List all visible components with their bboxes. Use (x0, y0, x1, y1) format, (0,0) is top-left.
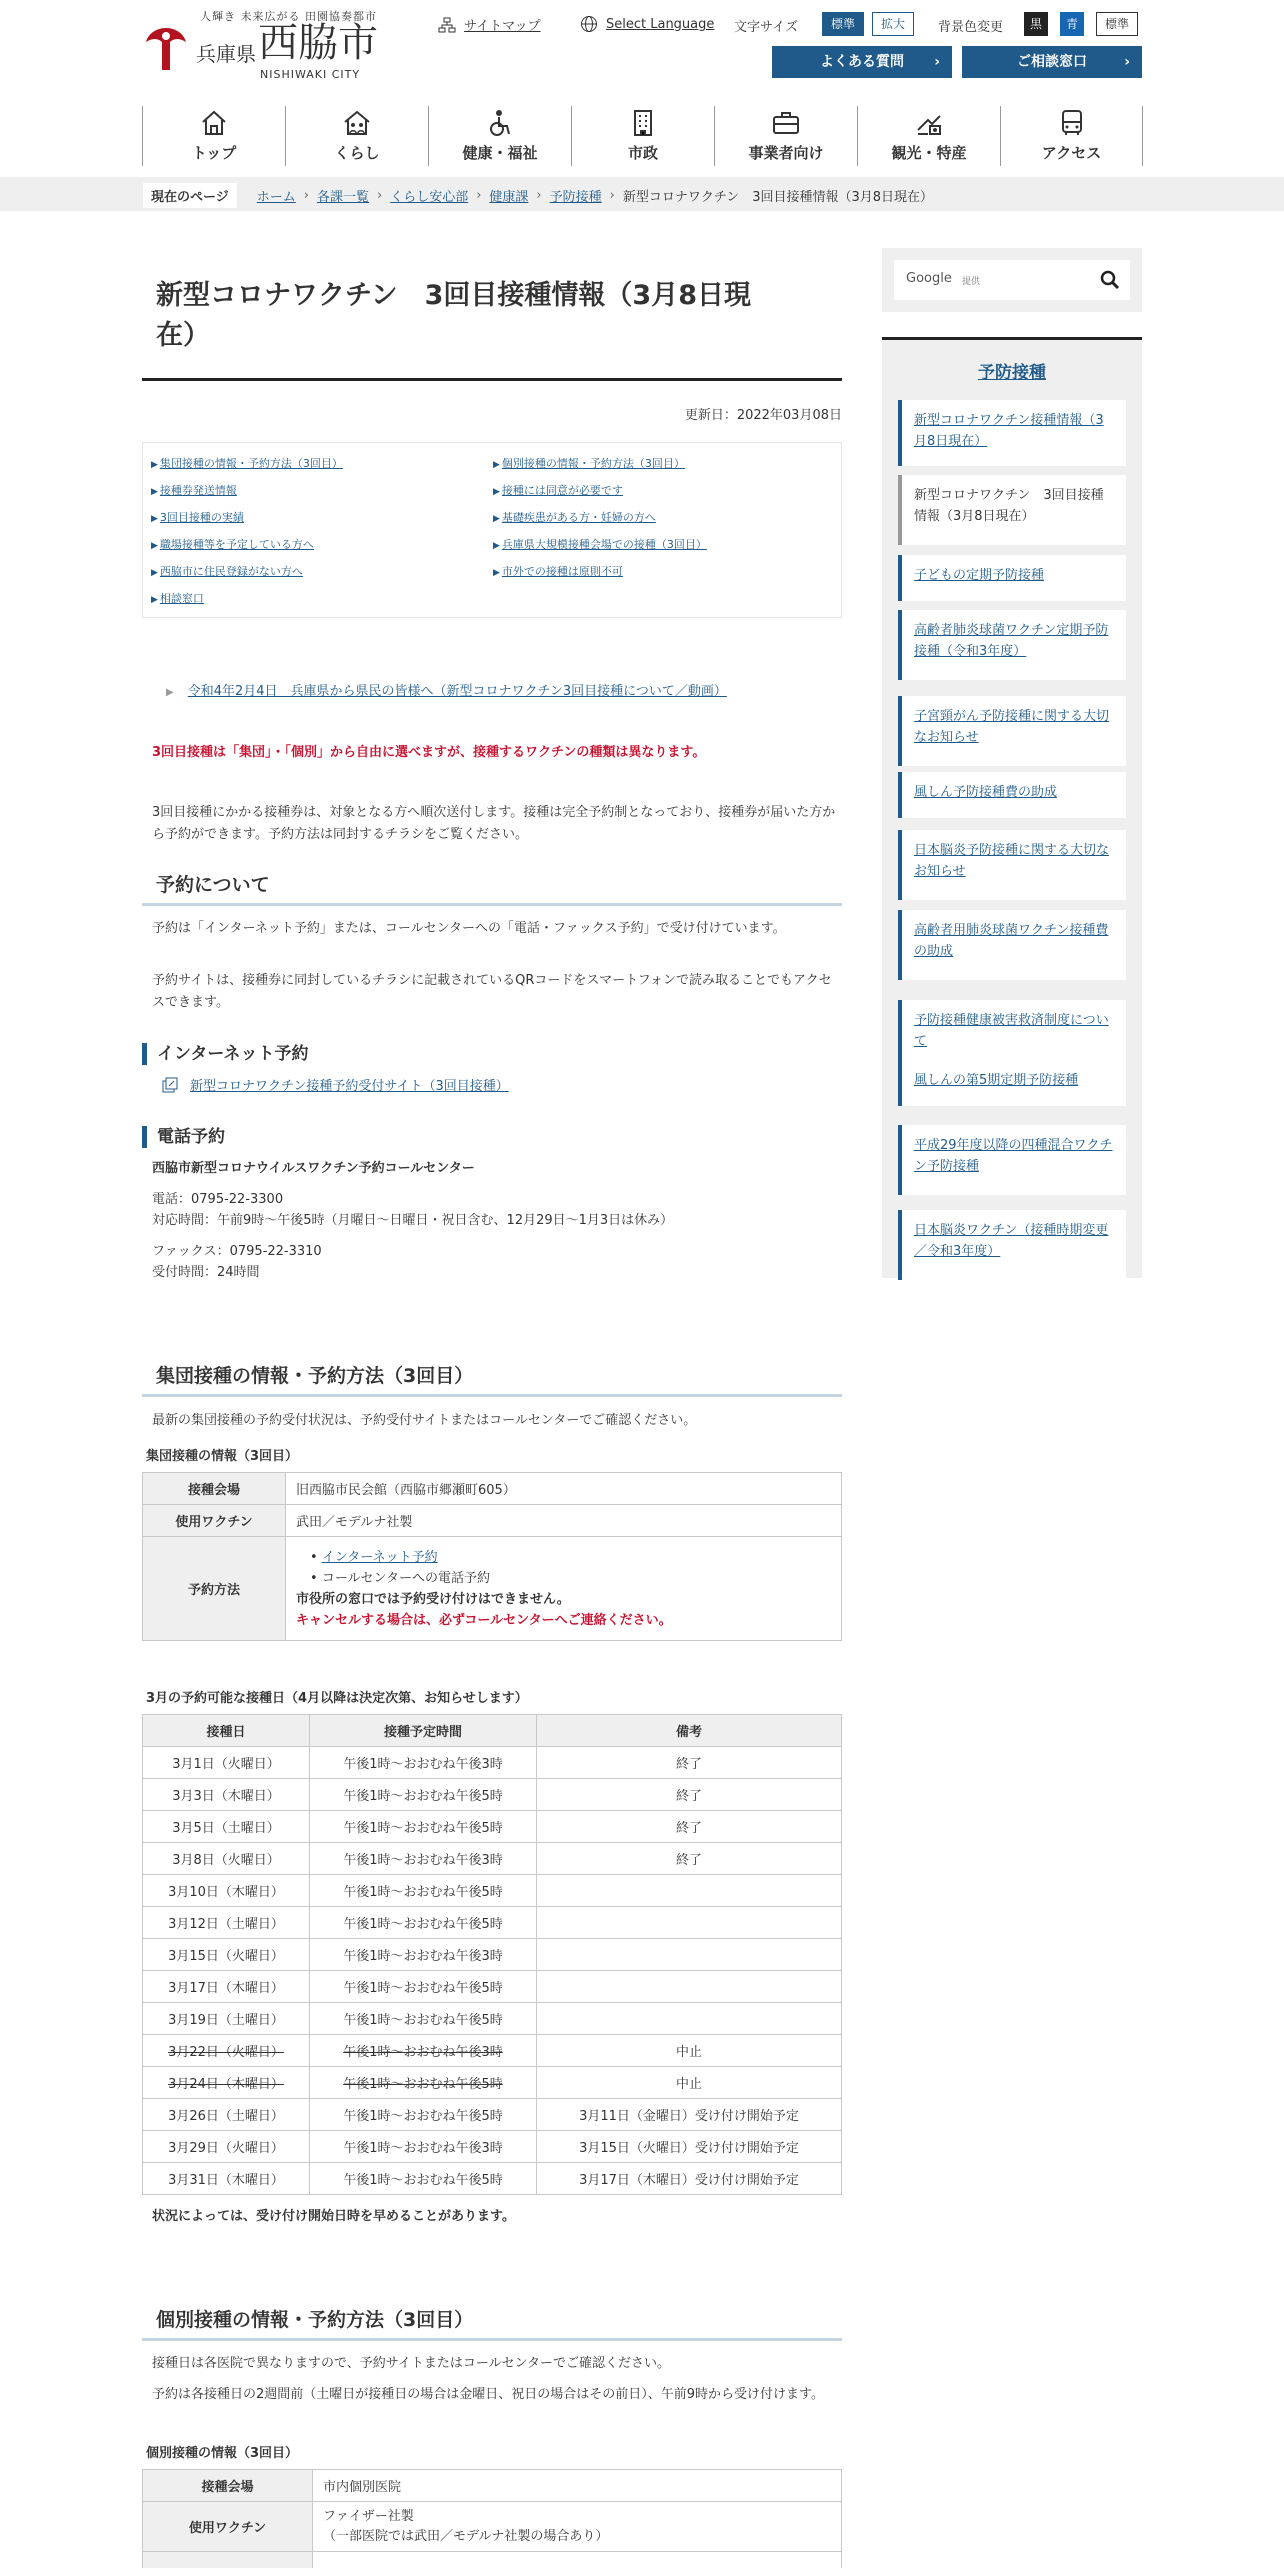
bg-black-button[interactable]: 黒 (1024, 12, 1048, 36)
faq-button[interactable] (772, 46, 952, 78)
schedule-table (142, 1714, 842, 2195)
phone-hours: 対応時間：午前9時～午後5時（月曜日～日曜日・祝日含む、12月29日～1月3日は休み） (152, 1213, 674, 1228)
chevron-right-icon: › (609, 188, 615, 203)
nav-label: 事業者向け (748, 144, 824, 162)
time-cell: 午後1時～おおむね午後3時 (310, 1747, 537, 1779)
note-cell: 終了 (537, 1779, 842, 1811)
date-cell: 3月19日（土曜日） (143, 2003, 310, 2035)
triangle-right-icon: ▶ (151, 514, 158, 524)
group-internet-link[interactable]: インターネット予約 (321, 1549, 438, 1565)
chevron-right-icon: › (376, 188, 383, 203)
bus-icon (1057, 108, 1087, 138)
table-row (143, 1747, 842, 1779)
sidebar-item-link[interactable]: 平成29年度以降の四種混合ワクチン予防接種 (914, 1138, 1113, 1174)
breadcrumb-here-label: 現在のページ (143, 183, 237, 208)
sidebar-item[interactable] (898, 772, 1126, 818)
time-cell: 午後1時～おおむね午後5時 (310, 2067, 537, 2099)
date-cell: 3月24日（木曜日） (143, 2067, 310, 2099)
table-row (143, 2099, 842, 2131)
internet-heading: インターネット予約 (142, 1043, 542, 1065)
sidebar-title[interactable] (882, 358, 1142, 383)
note-cell (537, 1971, 842, 2003)
internet-link-row[interactable] (162, 1075, 509, 1094)
toc-label: 接種券発送情報 (159, 484, 237, 497)
triangle-right-icon: ▶ (493, 541, 500, 551)
chevron-right-icon: › (303, 188, 309, 203)
individual-heading: 個別接種の情報・予約方法（3回目） (142, 2301, 842, 2341)
breadcrumb-home[interactable]: ホーム (256, 190, 296, 205)
note-cell (537, 1907, 842, 1939)
reservation-heading: 予約について (142, 866, 842, 906)
video-link-row[interactable] (166, 680, 727, 699)
toc-link[interactable] (151, 509, 244, 525)
font-size-label: 文字サイズ (734, 20, 798, 35)
sidebar-item[interactable] (898, 610, 1126, 680)
date-cell: 3月22日（火曜日） (143, 2035, 310, 2067)
sidebar-item-link[interactable]: 子宮頸がん予防接種に関する大切なお知らせ (914, 709, 1110, 745)
nav-item-business[interactable] (714, 106, 857, 166)
col-header: 備考 (537, 1715, 842, 1747)
bullet-icon: • (310, 1549, 318, 1565)
table-row (143, 1939, 842, 1971)
page-title-line: 在） (156, 320, 210, 351)
toc-label: 個別接種の情報・予約方法（3回目） (501, 457, 685, 470)
triangle-right-icon: ▶ (493, 460, 500, 470)
date-cell: 3月17日（木曜日） (143, 1971, 310, 2003)
chevron-right-icon: › (1124, 54, 1130, 70)
note-cell: 3月11日（金曜日）受け付け開始予定 (537, 2099, 842, 2131)
time-cell: 午後1時～おおむね午後5時 (310, 1971, 537, 2003)
sidebar-item[interactable] (898, 1210, 1126, 1280)
toc-link[interactable] (151, 563, 303, 579)
search-box (882, 248, 1142, 312)
note-cell (537, 1939, 842, 1971)
date-cell: 3月29日（火曜日） (143, 2131, 310, 2163)
nav-item-tourism[interactable] (857, 106, 1000, 166)
note-cell: 中止 (537, 2067, 842, 2099)
sidebar-item[interactable] (898, 696, 1126, 766)
group-caption: 集団接種の情報（3回目） (146, 1449, 299, 1464)
sidebar-item-link[interactable]: 風しん予防接種費の助成 (914, 785, 1058, 800)
toc-label: 職場接種等を予定している方へ (159, 538, 314, 551)
triangle-right-icon: ▶ (151, 487, 158, 497)
note-cell: 中止 (537, 2035, 842, 2067)
note-cell: 3月15日（火曜日）受け付け開始予定 (537, 2131, 842, 2163)
table-row (143, 1907, 842, 1939)
consult-button[interactable] (962, 46, 1142, 78)
col-header: 接種予定時間 (310, 1715, 537, 1747)
date-cell: 3月1日（火曜日） (143, 1747, 310, 1779)
bg-color-label: 背景色変更 (938, 20, 1004, 35)
toc-label: 基礎疾患がある方・妊婦の方へ (501, 511, 656, 524)
fax-hours: 受付時間：24時間 (152, 1265, 260, 1280)
chevron-right-icon: › (536, 188, 542, 203)
briefcase-icon (771, 108, 801, 138)
table-row (143, 2163, 842, 2195)
globe-icon (580, 15, 598, 33)
note-cell (537, 2003, 842, 2035)
phone-number: 電話：0795-22-3300 (152, 1192, 284, 1207)
chevron-right-icon: › (934, 54, 940, 70)
date-cell: 3月8日（火曜日） (143, 1843, 310, 1875)
breadcrumb-health-div[interactable]: 健康課 (489, 190, 529, 205)
logo-prefecture: 兵庫県 (196, 42, 256, 66)
logo-tagline: 人輝き 未来広がる 田園協奏都市 (200, 10, 377, 23)
call-center-name: 西脇市新型コロナウイルスワクチン予約コールセンター (152, 1161, 475, 1176)
triangle-right-icon: ▶ (493, 487, 500, 497)
toc-link[interactable] (493, 536, 707, 552)
triangle-right-icon: ▶ (151, 541, 158, 551)
google-sub-label: 提供 (962, 277, 981, 287)
font-standard-button[interactable]: 標準 (822, 12, 864, 36)
external-link-icon (162, 1077, 178, 1093)
triangle-right-icon: ▶ (151, 568, 158, 578)
individual-info-table (142, 2469, 842, 2568)
phone-heading: 電話予約 (142, 1126, 542, 1148)
venue-header: 接種会場 (143, 1473, 286, 1505)
date-cell: 3月12日（土曜日） (143, 1907, 310, 1939)
toc-link[interactable] (151, 590, 204, 606)
table-row (143, 1811, 842, 1843)
note-cell (537, 1875, 842, 1907)
toc-link[interactable] (151, 455, 343, 471)
venue-cell: 市内個別医院 (313, 2470, 842, 2502)
sidebar-item-link[interactable]: 子どもの定期予防接種 (914, 568, 1045, 583)
nav-item-health[interactable] (428, 106, 571, 166)
google-label: Google (906, 271, 952, 286)
wheelchair-icon (485, 108, 515, 138)
date-cell: 3月31日（木曜日） (143, 2163, 310, 2195)
toc-link[interactable] (151, 482, 237, 498)
group-lead: 最新の集団接種の予約受付状況は、予約受付サイトまたはコールセンターでご確認ください。 (152, 1413, 697, 1428)
table-row (143, 2003, 842, 2035)
time-cell: 午後1時～おおむね午後5時 (310, 1811, 537, 1843)
nav-item-access[interactable] (1000, 106, 1143, 166)
triangle-right-icon: ▶ (166, 687, 174, 698)
nav-item-shisei[interactable] (571, 106, 714, 166)
empty-cell (313, 2552, 842, 2568)
toc-link[interactable] (493, 509, 656, 525)
sidebar-item[interactable] (898, 910, 1126, 980)
triangle-right-icon: ▶ (151, 460, 158, 470)
internet-reservation-link[interactable]: 新型コロナワクチン接種予約受付サイト（3回目接種） (190, 1079, 509, 1094)
note-cell: 終了 (537, 1747, 842, 1779)
table-row (143, 1875, 842, 1907)
group-heading: 集団接種の情報・予約方法（3回目） (142, 1357, 842, 1397)
time-cell: 午後1時～おおむね午後5時 (310, 2003, 537, 2035)
nav-label: 健康・福祉 (462, 144, 538, 162)
fax-number: ファックス：0795-22-3310 (152, 1244, 322, 1259)
sidebar-item-link[interactable]: 日本脳炎ワクチン（接種時期変更／令和3年度） (914, 1223, 1109, 1259)
toc-link[interactable] (493, 482, 623, 498)
breadcrumb-current: 新型コロナワクチン 3回目接種情報（3月8日現在） (622, 190, 934, 205)
vaccine-header: 使用ワクチン (143, 1505, 286, 1537)
sidebar-item-label: 新型コロナワクチン 3回目接種情報（3月8日現在） (914, 488, 1104, 524)
sidebar-item[interactable] (898, 1125, 1126, 1195)
faq-label: よくある質問 (820, 54, 904, 70)
nav-label: 観光・特産 (891, 144, 967, 162)
sidebar-item[interactable] (898, 400, 1126, 466)
toc-label: 市外での接種は原則不可 (501, 565, 623, 578)
sidebar-item-link[interactable]: 高齢者用肺炎球菌ワクチン接種費の助成 (914, 923, 1109, 959)
video-link[interactable]: 令和4年2月4日 兵庫県から県民の皆様へ（新型コロナワクチン3回目接種について／動画） (187, 684, 727, 699)
schedule-caption: 3月の予約可能な接種日（4月以降は決定次第、お知らせします） (146, 1691, 528, 1706)
toc-label: 接種には同意が必要です (501, 484, 623, 497)
camera-icon (914, 108, 944, 138)
sidebar-item-link[interactable]: 高齢者肺炎球菌ワクチン定期予防接種（令和3年度） (914, 623, 1109, 659)
method-call: コールセンターへの電話予約 (321, 1570, 491, 1586)
breadcrumb-departments[interactable]: 各課一覧 (316, 190, 369, 205)
page-title (156, 276, 796, 356)
triangle-right-icon: ▶ (151, 595, 158, 605)
date-cell: 3月15日（火曜日） (143, 1939, 310, 1971)
nav-label: トップ (191, 144, 237, 162)
page-toc (142, 442, 842, 618)
date-cell: 3月3日（木曜日） (143, 1779, 310, 1811)
sidebar-item-link[interactable]: 風しんの第5期定期予防接種 (914, 1073, 1079, 1088)
group-info-table (142, 1472, 842, 1641)
time-cell: 午後1時～おおむね午後5時 (310, 2163, 537, 2195)
font-large-button[interactable]: 拡大 (872, 12, 914, 36)
notice-red: 3回目接種は「集団」・「個別」から自由に選べますが、接種するワクチンの種類は異なります。 (152, 745, 706, 760)
nav-label: 市政 (627, 144, 658, 162)
vaccine-cell (313, 2502, 842, 2552)
date-cell: 3月5日（土曜日） (143, 1811, 310, 1843)
sitemap-icon (438, 17, 456, 33)
date-cell: 3月10日（木曜日） (143, 1875, 310, 1907)
sidebar-item-link[interactable]: 予防接種健康被害救済制度について (914, 1013, 1109, 1049)
individual-caption: 個別接種の情報（3回目） (146, 2446, 299, 2461)
table-row (143, 2067, 842, 2099)
sidebar-item-link[interactable]: 新型コロナワクチン接種情報（3月8日現在） (914, 413, 1104, 449)
global-nav (142, 106, 1143, 166)
house-people-icon (342, 108, 372, 138)
city-emblem-icon (142, 24, 190, 74)
sidebar-menu (882, 337, 1142, 1278)
updated-date: 更新日：2022年03月08日 (684, 408, 842, 423)
triangle-right-icon: ▶ (493, 568, 500, 578)
nav-label: くらし (334, 144, 380, 162)
time-cell: 午後1時～おおむね午後3時 (310, 2035, 537, 2067)
method-note: 市役所の窓口では予約受け付けはできません。 (296, 1591, 570, 1607)
sidebar-item[interactable] (898, 555, 1126, 601)
sitemap-link[interactable] (438, 15, 541, 34)
venue-header: 接種会場 (143, 2470, 313, 2502)
sidebar-item[interactable] (898, 830, 1126, 900)
note-cell: 3月17日（木曜日）受け付け開始予定 (537, 2163, 842, 2195)
vaccine-cell: 武田／モデルナ社製 (286, 1505, 842, 1537)
method-header: 予約方法 (143, 1537, 286, 1641)
toc-label: 西脇市に住民登録がない方へ (159, 565, 303, 578)
sidebar-item-link[interactable]: 日本脳炎予防接種に関する大切なお知らせ (914, 843, 1110, 879)
logo-city-en: NISHIWAKI CITY (260, 68, 361, 81)
bg-standard-button[interactable]: 標準 (1096, 12, 1138, 36)
time-cell: 午後1時～おおむね午後3時 (310, 2131, 537, 2163)
breadcrumb (0, 177, 1284, 211)
col-header: 接種日 (143, 1715, 310, 1747)
triangle-right-icon: ▶ (493, 514, 500, 524)
consult-label: ご相談窓口 (1017, 54, 1087, 70)
individual-p2: 予約は各接種日の2週間前（土曜日が接種日の場合は金曜日、祝日の場合はその前日）、午前9時から受け付けます。 (152, 2387, 825, 2402)
title-rule (142, 378, 842, 381)
empty-header (143, 2552, 313, 2568)
time-cell: 午後1時～おおむね午後5時 (310, 1779, 537, 1811)
breadcrumb-safety-dept[interactable]: くらし安心部 (390, 190, 469, 205)
search-icon[interactable] (1100, 270, 1120, 290)
logo-city-name: 西脇市 (258, 20, 378, 66)
toc-label: 集団接種の情報・予約方法（3回目） (159, 457, 343, 470)
time-cell: 午後1時～おおむね午後5時 (310, 1907, 537, 1939)
note-cell: 終了 (537, 1843, 842, 1875)
toc-link[interactable] (493, 455, 685, 471)
intro-text: 3回目接種にかかる接種券は、対象となる方へ順次送付します。接種は完全予約制となっており、接種券が届いた方から予約ができます。予約方法は同封するチラシをご覧ください。 (152, 805, 836, 842)
venue-cell: 旧西脇市民会館（西脇市郷瀬町605） (286, 1473, 842, 1505)
nav-label: アクセス (1041, 144, 1102, 162)
sidebar-item (898, 475, 1126, 545)
breadcrumb-vaccination[interactable]: 予防接種 (549, 190, 602, 205)
time-cell: 午後1時～おおむね午後3時 (310, 1843, 537, 1875)
bg-blue-button[interactable]: 青 (1060, 12, 1084, 36)
date-cell: 3月26日（土曜日） (143, 2099, 310, 2131)
toc-label: 兵庫県大規模接種会場での接種（3回目） (501, 538, 707, 551)
time-cell: 午後1時～おおむね午後5時 (310, 1875, 537, 1907)
nav-item-kurashi[interactable] (285, 106, 428, 166)
time-cell: 午後1時～おおむね午後3時 (310, 1939, 537, 1971)
language-label: Select Language (606, 16, 715, 32)
table-row (143, 2035, 842, 2067)
nav-item-top[interactable] (142, 106, 285, 166)
individual-p1: 接種日は各医院で異なりますので、予約サイトまたはコールセンターでご確認ください。 (152, 2356, 671, 2371)
method-cell (286, 1537, 842, 1641)
building-icon (628, 108, 658, 138)
toc-label: 相談窓口 (159, 592, 204, 605)
table-row (143, 2131, 842, 2163)
sidebar-item[interactable] (898, 1060, 1126, 1106)
home-icon (199, 108, 229, 138)
schedule-footnote: 状況によっては、受け付け開始日時を早めることがあります。 (152, 2209, 515, 2224)
bullet-icon: • (310, 1570, 318, 1586)
time-cell: 午後1時～おおむね午後5時 (310, 2099, 537, 2131)
site-logo[interactable] (140, 8, 390, 88)
table-row (143, 1971, 842, 2003)
chevron-right-icon: › (476, 188, 482, 203)
search-input[interactable] (894, 260, 1130, 300)
table-row (143, 1843, 842, 1875)
reservation-p1: 予約は「インターネット予約」または、コールセンターへの「電話・ファックス予約」で受け付けています。 (152, 921, 786, 936)
sitemap-label: サイトマップ (464, 19, 541, 34)
note-cell: 終了 (537, 1811, 842, 1843)
language-selector[interactable] (580, 15, 714, 33)
reservation-p2: 予約サイトは、接種券に同封しているチラシに記載されているQRコードをスマートフォンで読み取ることでもアクセスできます。 (152, 973, 832, 1010)
page-title-line: 新型コロナワクチン 3回目接種情報（3月8日現 (156, 280, 752, 311)
toc-link[interactable] (151, 536, 314, 552)
toc-label: 3回目接種の実績 (159, 511, 244, 524)
toc-link[interactable] (493, 563, 623, 579)
method-cancel-note: キャンセルする場合は、必ずコールセンターへご連絡ください。 (296, 1612, 672, 1628)
sidebar-title-label: 予防接種 (978, 363, 1046, 383)
vaccine-line: （一部医院では武田／モデルナ社製の場合あり） (323, 2528, 609, 2544)
vaccine-line: ファイザー社製 (323, 2508, 414, 2524)
table-row (143, 1779, 842, 1811)
vaccine-header: 使用ワクチン (143, 2502, 313, 2552)
